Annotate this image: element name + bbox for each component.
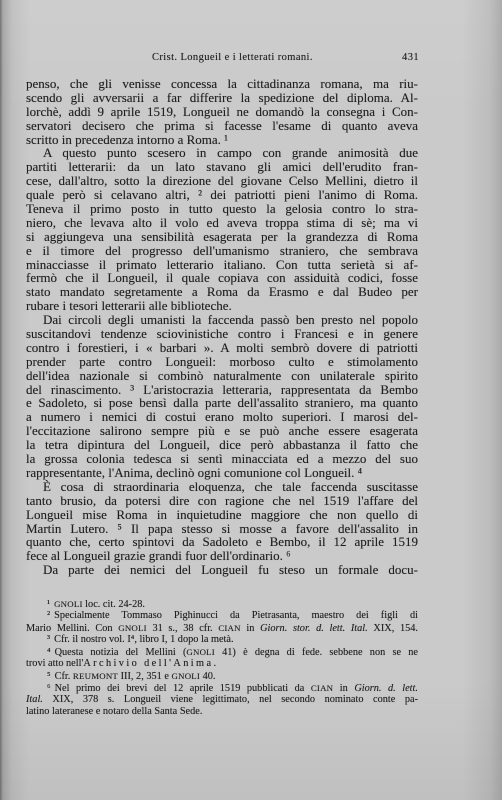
footnote-text: 31 s., 38 cfr.: [146, 623, 219, 634]
body-line: si aggiungeva una sensibilità esagerata per la grandezza di Roma: [26, 228, 418, 244]
footnote-line: [26, 598, 418, 610]
body-line: rubare i tesori letterarii alle biblioteche.: [26, 298, 232, 314]
footnote-line: [26, 622, 418, 634]
footnote-line: [26, 610, 418, 622]
footnote-marker: ⁴: [47, 647, 51, 658]
body-text: [26, 77, 418, 577]
body-line: dell'idea nazionale si combinò naturalmente con unilaterale spirito: [26, 367, 418, 383]
footnote-text: Nel primo dei brevi del 12 aprile 1519 pubblicati da: [54, 683, 311, 694]
footnote-line: [26, 706, 418, 718]
paragraph: [26, 77, 418, 146]
footnotes: [26, 598, 418, 718]
archive-name: Archivio dell'Anima: [83, 658, 214, 669]
footnote-text: XIX, 378 s. Longueil viene legittimato, nel secondo nominato conte pa-: [42, 694, 418, 705]
footnote-text: 40.: [200, 671, 216, 682]
body-line: A questo punto scesero in campo con grande animosità due: [43, 145, 418, 161]
body-line: cese, dall'altro, sotto la direzione del giovane Celso Mellini, dietro il: [26, 173, 418, 189]
body-line: Longueil mise Roma in inquietudine maggiore che non quello di: [26, 506, 418, 522]
body-line: e Sadoleto, si pose bensì dalla parte dell'assalito straniero, ma quanto: [26, 395, 418, 411]
footnote-text: in: [240, 623, 261, 634]
footnote-text: 41) è degna di fede. sebbene non se ne: [214, 647, 418, 658]
footnote-marker: ²: [47, 610, 51, 621]
body-line: niero, che levava alto il volo ed aveva troppa stima di sè; ma vi: [26, 214, 418, 230]
author-name: CIAN: [310, 683, 334, 693]
body-line: fece al Longueil grazie grandi fuor dell'ordinario. ⁶: [26, 548, 291, 564]
footnote-marker: ¹: [47, 599, 51, 610]
body-line: servatori decisero che prima si facesse l'esame di quanto aveva: [26, 117, 418, 133]
footnote-line: [26, 682, 418, 694]
paragraph: [26, 313, 418, 480]
body-line: a numero i nemici di costui erano molto superiori. I marosi del-: [26, 409, 418, 425]
journal-title: Giorn. stor. d. lett. Ital.: [260, 623, 368, 634]
body-line: rappresentante, l'Anima, declinò ogni comunione col Longueil. ⁴: [26, 464, 363, 480]
footnote: [26, 682, 418, 718]
body-line: scendo gli avversarii a far differire la spedizione del diploma. Al-: [26, 89, 418, 105]
body-line: contro i forestieri, i « barbari ». A molti sembrò dovere di patriotti: [26, 339, 418, 355]
paragraph: [26, 480, 418, 563]
journal-title: Ital.: [26, 694, 43, 705]
running-head-title: Crist. Longueil e i letterati romani.: [152, 52, 313, 63]
body-line: penso, che gli venisse concessa la cittadinanza romana, ma riu-: [26, 76, 418, 91]
body-line: partiti letterarii: da un lato stavano gli amici dell'erudito fran-: [26, 159, 418, 175]
body-line: stato mandato segretamente a Roma da Erasmo e dal Budeo per: [26, 284, 418, 300]
footnote-marker: ⁵: [47, 671, 51, 682]
body-line: minacciasse il primato letterario italiano. Con tutta serietà si af-: [26, 256, 418, 272]
body-line: Da parte dei nemici del Longueil fu steso un formale docu-: [43, 562, 418, 578]
body-line: fermò che il Longueil, il quale copiava con assiduità codici, fosse: [26, 270, 418, 286]
body-line: lorchè, addì 9 aprile 1519, Longueil ne domandò la consegna i Con-: [26, 103, 418, 119]
journal-title: Giorn. d. lett.: [354, 683, 418, 694]
footnote: [26, 598, 418, 610]
author-name: GNOLI: [54, 599, 83, 609]
footnote-text: Cfr. il nostro vol. I⁴, libro I, 1 dopo la metà.: [54, 634, 234, 645]
footnote-text: III, 2, 351 e: [118, 671, 172, 682]
footnote: [26, 634, 418, 646]
footnote: [26, 670, 418, 682]
footnote: [26, 646, 418, 670]
body-line: quale però si celavano altri, ² dei patriotti pieni l'animo di Roma.: [26, 187, 418, 203]
author-name: CIAN: [218, 623, 241, 633]
body-line: e il timore del progresso dell'umanismo straniero, che sembrava: [26, 242, 418, 258]
body-line: suscitandovi tendenze sciovinistiche contro i Francesi e in genere: [26, 326, 418, 342]
footnote-text: Mario Mellini. Con: [26, 623, 119, 634]
footnote-line: [26, 670, 418, 682]
author-name: GNOLI: [118, 623, 147, 633]
body-line: l'eccitazione salirono sempre più e se può anche essere esagerata: [26, 423, 418, 439]
body-line: la grossa colonia tedesca si sentì minacciata ed a mezzo del suo: [26, 451, 418, 467]
body-line: tanto brusio, da potersi dire con ragione che nel 1519 l'affare del: [26, 492, 418, 508]
body-line: la tetra dipintura del Longueil, dice però abbastanza il fatto che: [26, 437, 418, 453]
footnote-text: Specialmente Tommaso Pighinucci da Pietrasanta, maestro dei figli di: [54, 610, 418, 621]
footnote-text: trovi atto nell': [26, 658, 84, 669]
page-number: 431: [402, 52, 419, 63]
footnote-line: [26, 634, 418, 646]
body-line: quanto che, certo spintovi da Sadoleto e Bembo, il 12 aprile 1519: [26, 534, 418, 550]
footnote-marker: ³: [47, 634, 51, 645]
body-line: prender parte contro Longueil: morboso culto e stimolamento: [26, 353, 418, 369]
footnote-line: [26, 646, 418, 658]
paragraph: [26, 563, 418, 577]
body-line: Martin Lutero. ⁵ Il papa stesso si mosse a favore dell'assalito in: [26, 520, 418, 536]
body-line: del rinascimento. ³ L'aristocrazia letteraria, rappresentata da Bembo: [26, 381, 418, 397]
footnote-text: in: [333, 683, 355, 694]
footnote: [26, 610, 418, 634]
footnote-text: Cfr.: [54, 671, 73, 682]
body-line: È cosa di straordinaria eloquenza, che tale faccenda suscitasse: [43, 478, 418, 494]
footnote-text: .: [213, 658, 217, 669]
body-line: scritto in precedenza intorno a Roma. ¹: [26, 131, 229, 147]
body-line: Dai circoli degli umanisti la faccenda passò ben presto nel popolo: [43, 312, 418, 328]
body-line: Teneva il primo posto in tutto questo la gelosia contro lo stra-: [26, 201, 418, 217]
footnote-text: latino lateranese e notaro della Santa Sede.: [26, 706, 203, 717]
footnote-marker: ⁶: [47, 683, 51, 694]
paragraph: [26, 146, 418, 313]
author-name: REUMONT: [72, 671, 119, 681]
author-name: GNOLI: [186, 647, 215, 657]
author-name: GNOLI: [171, 671, 201, 681]
footnote-text: Questa notizia del Mellini (: [54, 647, 187, 658]
footnote-line: [26, 694, 418, 706]
footnote-text: XIX, 154.: [367, 623, 418, 634]
footnote-text: loc. cit. 24-28.: [82, 599, 145, 610]
footnote-line: [26, 658, 418, 670]
